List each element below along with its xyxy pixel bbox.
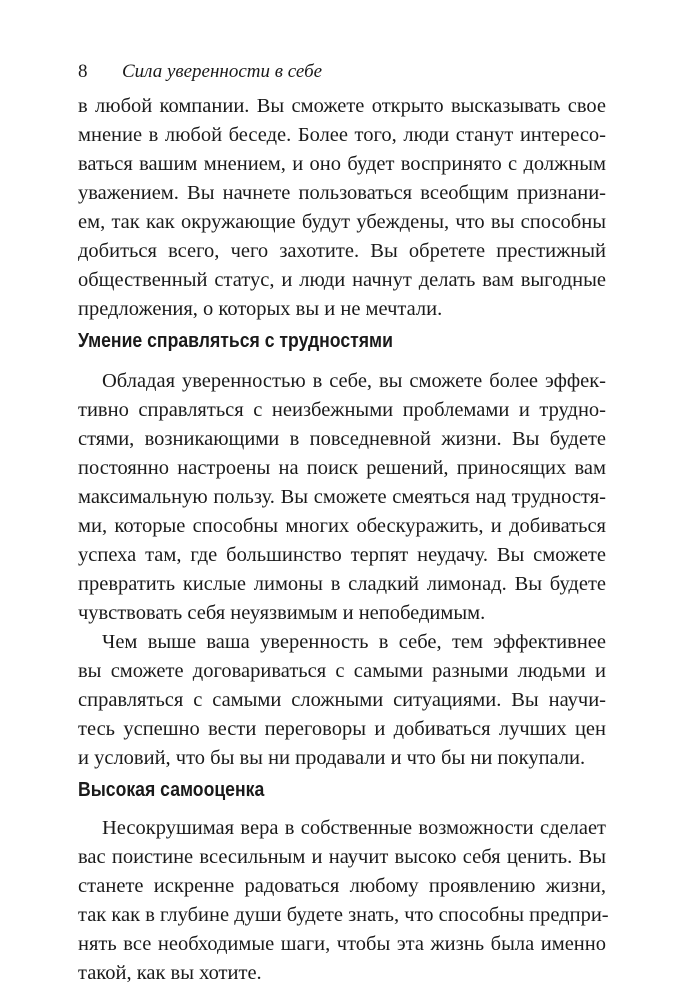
text-line: тесь успешно вести переговоры и добиваться лучших цен [78,718,606,740]
text-line: вы сможете договариваться с самыми разными людьми и [78,660,606,682]
text-line: чувствовать себя неуязвимым и непобедимым. [78,602,486,624]
text-line: стями, возникающими в повседневной жизни. Вы будете [78,428,606,450]
text-line: вас поистине всесильным и научит высоко себя ценить. Вы [78,846,606,868]
text-line: максимальную пользу. Вы сможете смеяться над трудностя- [78,486,606,508]
text-line: и условий, что бы вы ни продавали и что бы ни покупали. [78,747,586,769]
text-line: тивно справляться с неизбежными проблемами и трудно- [78,399,606,421]
text-line: справляться с самыми сложными ситуациями. Вы научи- [78,689,606,711]
running-head [78,60,606,84]
text-line: Чем выше ваша уверенность в себе, тем эффективнее [102,631,606,653]
text-line: так как в глубине души будете знать, что способны предпри- [78,904,609,926]
text-line: общественный статус, и люди начнут делать вам выгодные [78,269,606,291]
text-line: мнение в любой беседе. Более того, люди станут интересо- [78,124,606,146]
text-line: предложения, о которых вы и не мечтали. [78,298,443,320]
section-heading: Умение справляться с трудностями [78,329,393,352]
text-line: нять все необходимые шаги, чтобы эта жизнь была именно [78,933,606,955]
running-title: Сила уверенности в себе [122,61,323,82]
text-line: ваться вашим мнением, и оно будет воспринято с должным [78,153,606,175]
section-heading: Высокая самооценка [78,778,265,801]
text-line: ми, которые способны многих обескуражить, и добиваться [78,515,606,537]
text-line: Несокрушимая вера в собственные возможности сделает [102,817,606,839]
text-line: превратить кислые лимоны в сладкий лимонад. Вы будете [78,573,606,595]
text-line: станете искренне радоваться любому проявлению жизни, [78,875,606,897]
text-line: Обладая уверенностью в себе, вы сможете более эффек- [102,370,606,392]
text-line: такой, как вы хотите. [78,962,262,984]
text-line: успеха там, где большинство терпят неудачу. Вы сможете [78,544,606,566]
text-line: постоянно настроены на поиск решений, приносящих вам [78,457,606,479]
text-line: добиться всего, чего захотите. Вы обретете престижный [78,240,606,262]
text-line: ем, так как окружающие будут убеждены, что вы способны [78,211,606,233]
page-number: 8 [78,61,88,82]
text-line: уважением. Вы начнете пользоваться всеобщим признани- [78,182,606,204]
text-line: в любой компании. Вы сможете открыто высказывать свое [78,95,606,117]
